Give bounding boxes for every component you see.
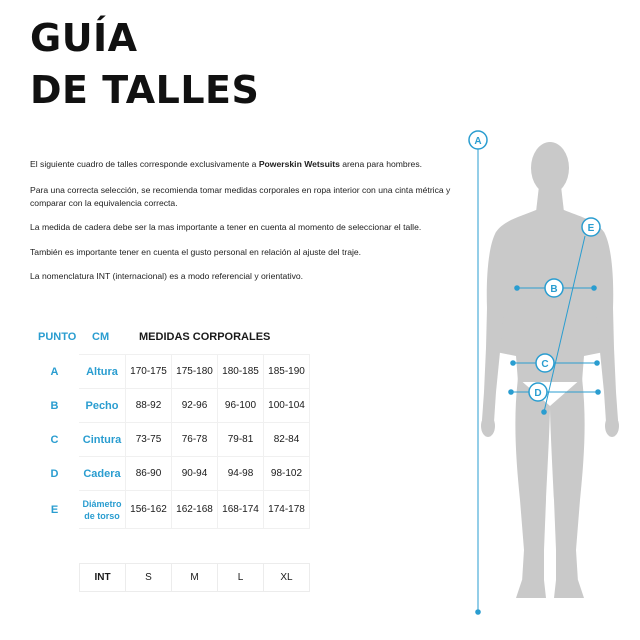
table-cell: 86-90 <box>126 457 172 491</box>
intro-text: arena para hombres. <box>339 159 423 169</box>
int-label: INT <box>80 564 126 592</box>
table-cell: 82-84 <box>264 423 310 457</box>
table-row <box>31 457 310 491</box>
table-cell: 96-100 <box>218 389 264 423</box>
measure-name-line2: de torso <box>84 510 120 521</box>
marker-a: A <box>474 136 482 147</box>
table-cell: 94-98 <box>218 457 264 491</box>
table-cell: 79-81 <box>218 423 264 457</box>
table-cell: 73-75 <box>126 423 172 457</box>
header-medidas: MEDIDAS CORPORALES <box>139 331 271 343</box>
body-measurement-figure <box>460 120 640 620</box>
table-cell: 175-180 <box>172 355 218 389</box>
header-punto: PUNTO <box>38 331 77 343</box>
table-row <box>80 564 310 592</box>
intro-paragraph-5: La nomenclatura INT (internacional) es a modo referencial y orientativo. <box>30 271 304 281</box>
int-size-table <box>79 563 310 592</box>
point-label: A <box>50 365 59 378</box>
table-row <box>31 491 310 529</box>
size-table <box>30 354 310 529</box>
table-cell: 156-162 <box>126 491 172 529</box>
marker-e: E <box>587 223 595 234</box>
marker-b: B <box>550 284 558 295</box>
page-title-line2: DE TALLES <box>30 68 260 112</box>
point-label: D <box>50 467 59 480</box>
measure-name: Cadera <box>79 457 126 491</box>
table-row <box>31 389 310 423</box>
measure-name <box>79 491 126 529</box>
table-cell: 174-178 <box>264 491 310 529</box>
measure-name-line1: Diámetro <box>82 498 122 509</box>
measure-name: Pecho <box>79 389 126 423</box>
table-cell: 168-174 <box>218 491 264 529</box>
brand-name: Powerskin Wetsuits <box>258 159 340 169</box>
intro-text: El siguiente cuadro de talles corresponde exclusivamente a <box>30 159 259 169</box>
table-cell: 92-96 <box>172 389 218 423</box>
table-cell: 100-104 <box>264 389 310 423</box>
measure-name: Altura <box>79 355 126 389</box>
int-size-cell: XL <box>264 564 310 592</box>
header-cm: CM <box>92 331 110 343</box>
intro-paragraph-3: La medida de cadera debe ser la mas importante a tener en cuenta al momento de seleccionar el talle. <box>30 222 422 232</box>
table-cell: 162-168 <box>172 491 218 529</box>
intro-paragraph-4: También es importante tener en cuenta el gusto personal en relación al ajuste del traje. <box>30 247 362 257</box>
table-row <box>31 355 310 389</box>
int-size-cell: M <box>172 564 218 592</box>
int-size-cell: L <box>218 564 264 592</box>
intro-paragraph-2: Para una correcta selección, se recomienda tomar medidas corporales en ropa interior con una cinta métrica y comparar con la equivalencia correcta. <box>30 185 451 208</box>
marker-d: D <box>534 388 542 399</box>
table-cell: 180-185 <box>218 355 264 389</box>
point-label: E <box>50 503 59 516</box>
point-label: C <box>50 433 59 446</box>
point-label: B <box>50 399 59 412</box>
table-cell: 185-190 <box>264 355 310 389</box>
marker-c: C <box>541 359 549 370</box>
page-title-line1: GUÍA <box>30 16 138 60</box>
int-size-cell: S <box>126 564 172 592</box>
table-cell: 170-175 <box>126 355 172 389</box>
table-row <box>31 423 310 457</box>
table-cell: 76-78 <box>172 423 218 457</box>
table-cell: 90-94 <box>172 457 218 491</box>
table-cell: 88-92 <box>126 389 172 423</box>
measure-name: Cintura <box>79 423 126 457</box>
table-cell: 98-102 <box>264 457 310 491</box>
intro-paragraph-1 <box>30 158 460 171</box>
